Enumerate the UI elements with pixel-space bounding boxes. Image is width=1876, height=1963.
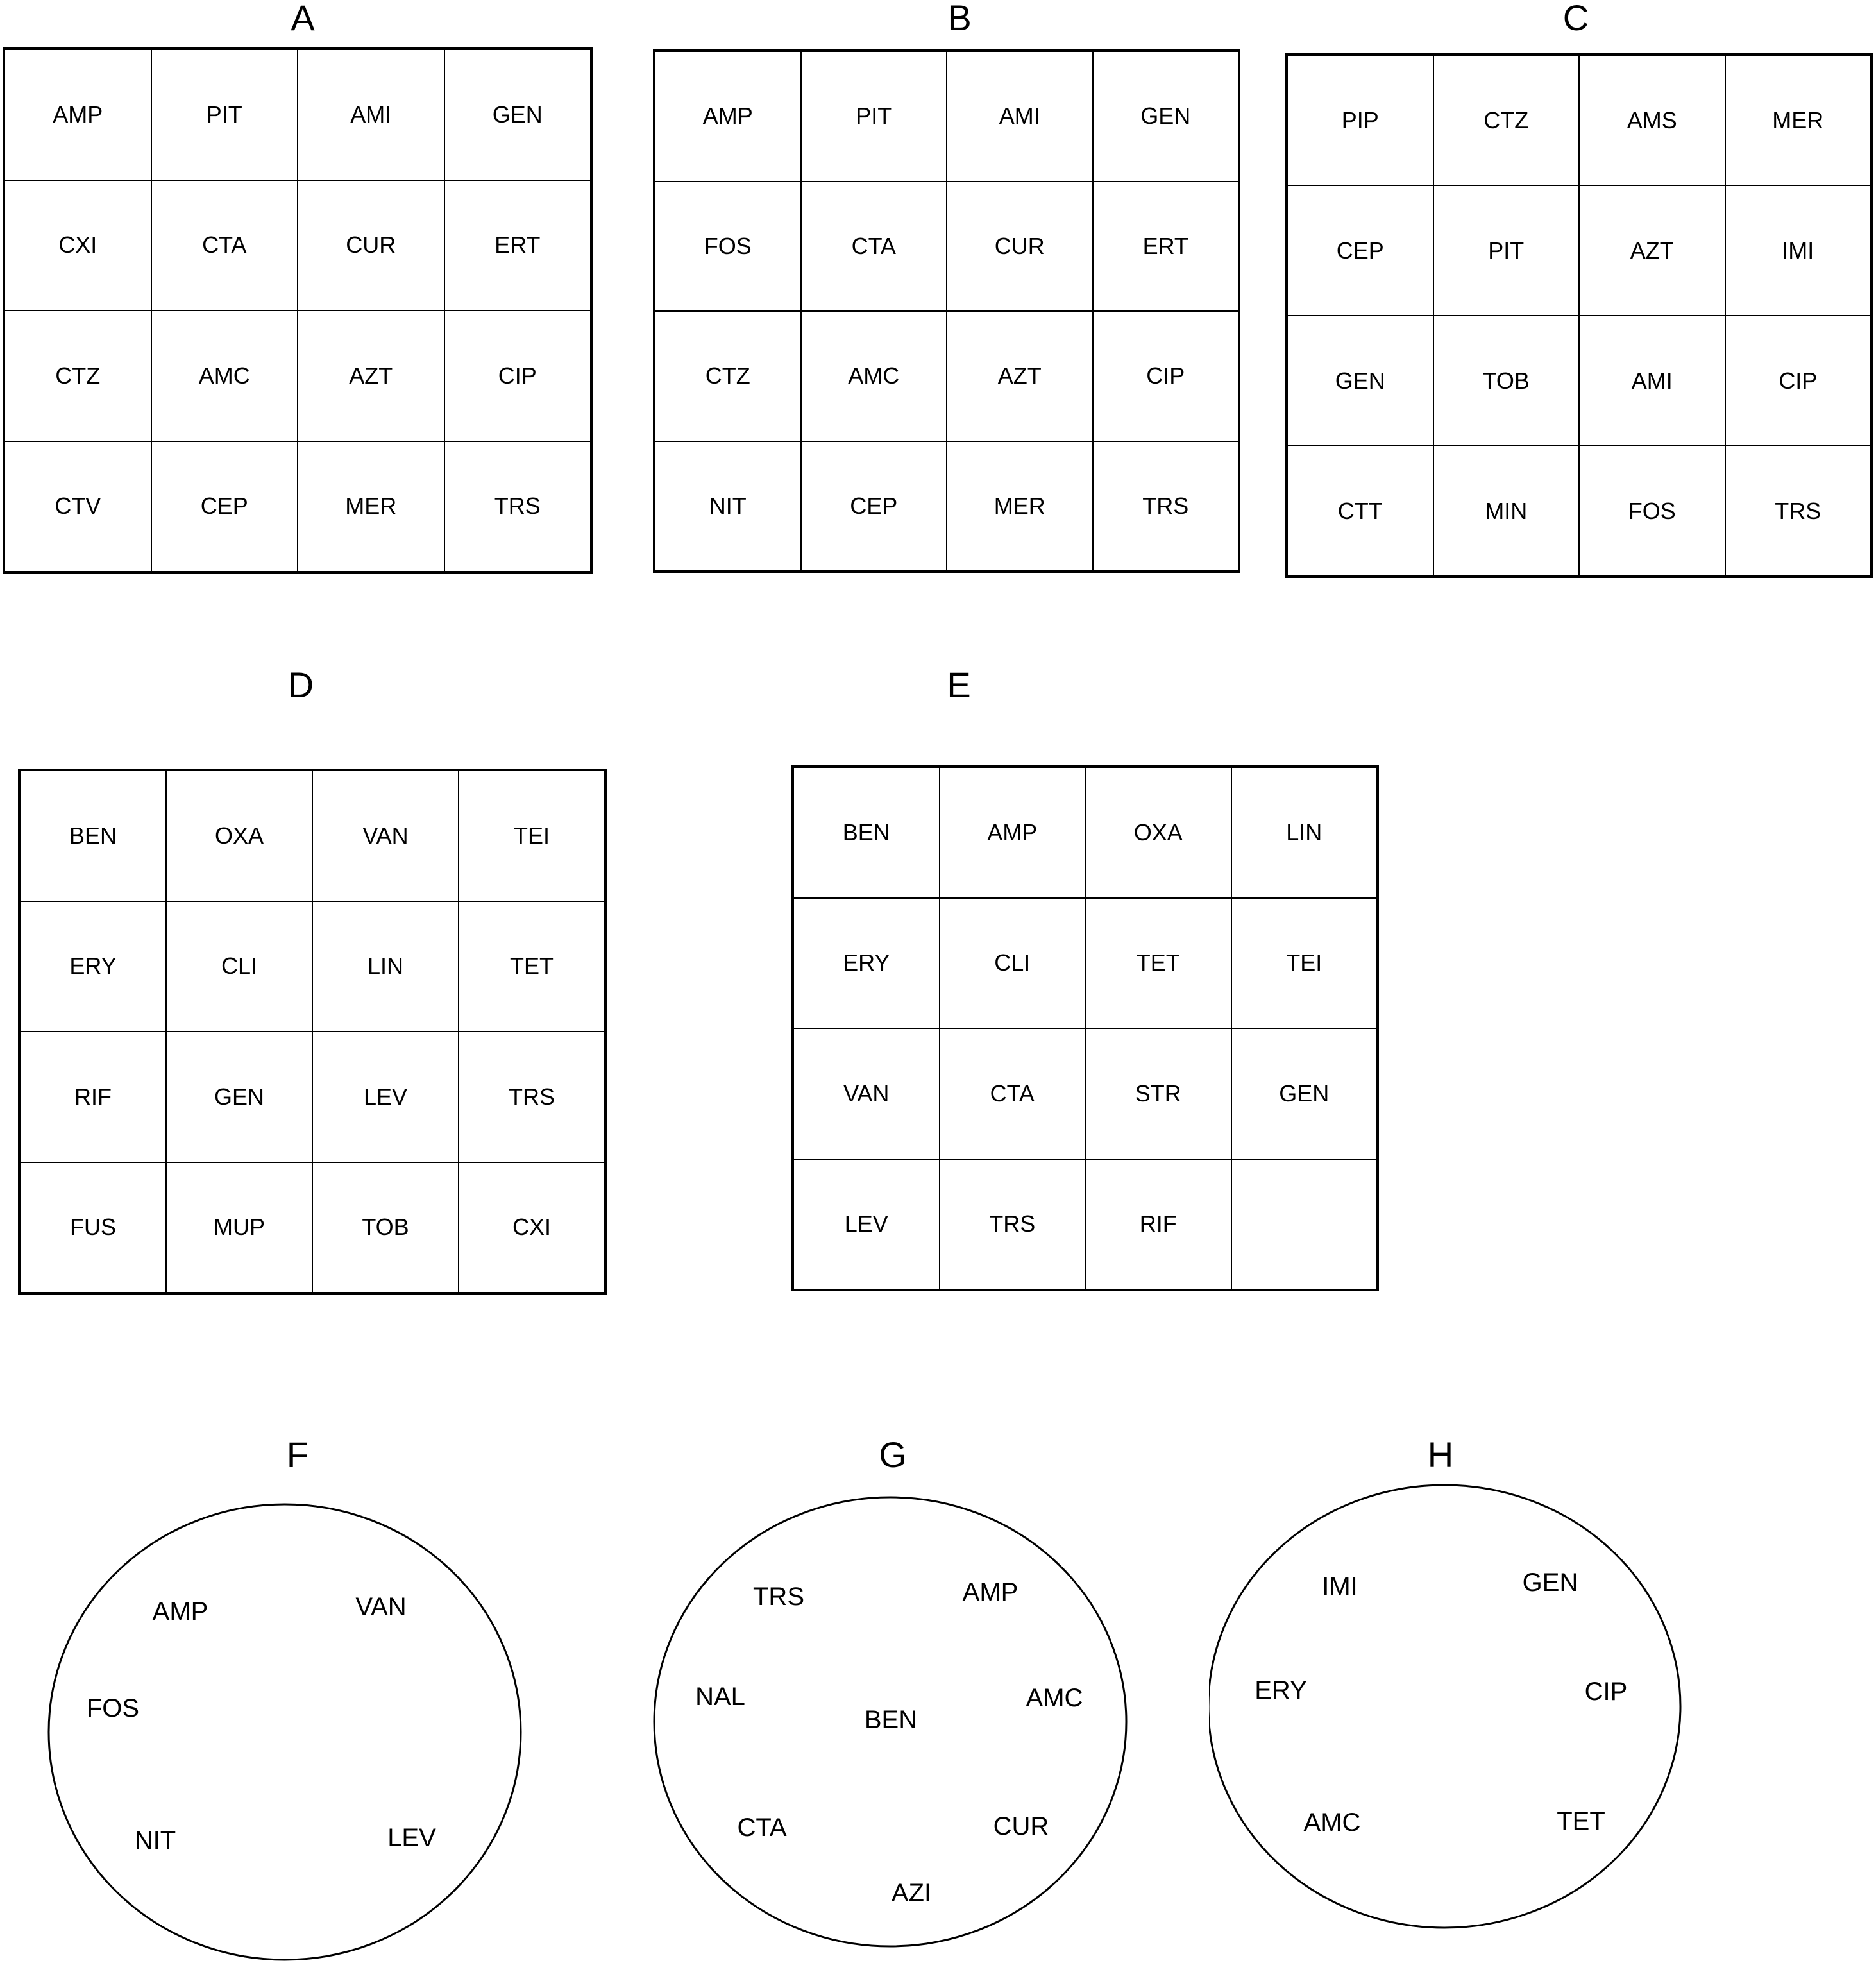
grid-cell: CXI	[4, 180, 151, 311]
disc-label: VAN	[355, 1593, 407, 1621]
grid-cell: TET	[459, 901, 605, 1032]
grid-cell: ERY	[20, 901, 166, 1032]
disc-label: NAL	[695, 1683, 745, 1711]
grid-cell: OXA	[1085, 767, 1231, 898]
grid-cell: AMI	[1579, 316, 1725, 446]
disc-label: GEN	[1522, 1568, 1578, 1597]
grid-cell: LIN	[1231, 767, 1378, 898]
panel-label-f: F	[286, 1434, 309, 1475]
grid-cell: NIT	[655, 441, 801, 572]
disc-label: CUR	[993, 1812, 1049, 1840]
disc-label: AMC	[1026, 1684, 1083, 1712]
grid-cell: CTA	[151, 180, 298, 311]
panel-label-g: G	[879, 1434, 907, 1475]
grid-cell: PIT	[801, 51, 947, 182]
grid-cell: CTA	[801, 182, 947, 312]
grid-cell: CTA	[940, 1028, 1086, 1159]
grid-cell: CIP	[1093, 311, 1239, 441]
plate-h	[1209, 1475, 1696, 1937]
grid-cell: AMP	[655, 51, 801, 182]
grid-cell: FUS	[20, 1162, 166, 1293]
panel-label-e: E	[947, 665, 971, 705]
grid-cell: TET	[1085, 898, 1231, 1029]
grid-cell: ERT	[444, 180, 591, 311]
grid-cell: AMS	[1579, 55, 1725, 185]
disc-label: CIP	[1584, 1678, 1628, 1706]
grid-cell: MUP	[166, 1162, 312, 1293]
grid-cell: CTT	[1287, 446, 1433, 576]
grid-cell: LEV	[312, 1032, 459, 1162]
disc-label: LEV	[387, 1824, 436, 1852]
grid-cell: GEN	[1093, 51, 1239, 182]
grid-cell: PIT	[151, 49, 298, 180]
grid-cell: CTZ	[655, 311, 801, 441]
grid-cell: AMC	[801, 311, 947, 441]
grid-cell: CUR	[298, 180, 444, 311]
disc-label: AMP	[152, 1597, 208, 1626]
disc-label: CTA	[737, 1814, 787, 1842]
plate-g	[648, 1495, 1135, 1957]
panel-label-b: B	[947, 0, 972, 38]
antibiotic-grid-b	[653, 49, 1240, 573]
grid-cell: TEI	[459, 770, 605, 901]
grid-cell	[1231, 1159, 1378, 1290]
grid-cell: CLI	[940, 898, 1086, 1029]
grid-cell: PIP	[1287, 55, 1433, 185]
grid-cell: AMI	[947, 51, 1093, 182]
plate-f-outline	[49, 1504, 521, 1960]
disc-label: FOS	[86, 1694, 140, 1722]
grid-cell: STR	[1085, 1028, 1231, 1159]
disc-label: IMI	[1322, 1572, 1358, 1601]
grid-cell: GEN	[1287, 316, 1433, 446]
grid-cell: FOS	[655, 182, 801, 312]
grid-cell: ERY	[793, 898, 940, 1029]
grid-cell: MER	[298, 441, 444, 572]
grid-cell: CTZ	[4, 310, 151, 441]
grid-cell: GEN	[166, 1032, 312, 1162]
grid-cell: RIF	[20, 1032, 166, 1162]
grid-cell: RIF	[1085, 1159, 1231, 1290]
panel-label-d: D	[287, 665, 314, 705]
grid-cell: MER	[1725, 55, 1872, 185]
grid-cell: TEI	[1231, 898, 1378, 1029]
grid-cell: TOB	[312, 1162, 459, 1293]
grid-cell: TRS	[940, 1159, 1086, 1290]
grid-cell: LEV	[793, 1159, 940, 1290]
grid-cell: IMI	[1725, 185, 1872, 316]
grid-cell: CEP	[1287, 185, 1433, 316]
grid-cell: TRS	[459, 1032, 605, 1162]
grid-cell: CTZ	[1433, 55, 1580, 185]
grid-cell: PIT	[1433, 185, 1580, 316]
grid-cell: VAN	[793, 1028, 940, 1159]
grid-cell: AMI	[298, 49, 444, 180]
grid-cell: CIP	[444, 310, 591, 441]
panel-label-c: C	[1562, 0, 1589, 38]
grid-cell: LIN	[312, 901, 459, 1032]
grid-cell: AZT	[298, 310, 444, 441]
grid-cell: AMP	[940, 767, 1086, 898]
grid-cell: AMC	[151, 310, 298, 441]
grid-cell: TRS	[1725, 446, 1872, 576]
grid-cell: TOB	[1433, 316, 1580, 446]
antibiotic-grid-c	[1285, 53, 1873, 578]
grid-cell: TRS	[1093, 441, 1239, 572]
antibiotic-grid-e	[791, 765, 1379, 1291]
grid-cell: CUR	[947, 182, 1093, 312]
grid-cell: ERT	[1093, 182, 1239, 312]
grid-cell: MER	[947, 441, 1093, 572]
grid-cell: FOS	[1579, 446, 1725, 576]
grid-cell: CIP	[1725, 316, 1872, 446]
grid-cell: CEP	[151, 441, 298, 572]
plate-h-outline	[1209, 1485, 1680, 1928]
grid-cell: TRS	[444, 441, 591, 572]
disc-label: AMC	[1303, 1808, 1361, 1837]
grid-cell: CTV	[4, 441, 151, 572]
grid-cell: AMP	[4, 49, 151, 180]
panel-label-h: H	[1427, 1434, 1454, 1475]
grid-cell: AZT	[1579, 185, 1725, 316]
disc-label: AMP	[962, 1578, 1018, 1606]
grid-cell: MIN	[1433, 446, 1580, 576]
disc-label: NIT	[134, 1826, 176, 1855]
grid-cell: GEN	[444, 49, 591, 180]
grid-cell: AZT	[947, 311, 1093, 441]
grid-cell: CLI	[166, 901, 312, 1032]
disc-label: AZI	[891, 1879, 932, 1907]
grid-cell: BEN	[20, 770, 166, 901]
grid-cell: OXA	[166, 770, 312, 901]
disc-label: TET	[1557, 1807, 1605, 1835]
disc-label: BEN	[864, 1706, 918, 1734]
grid-cell: GEN	[1231, 1028, 1378, 1159]
disc-label: TRS	[753, 1583, 804, 1611]
panel-label-a: A	[291, 0, 315, 38]
grid-cell: BEN	[793, 767, 940, 898]
grid-cell: VAN	[312, 770, 459, 901]
plate-f	[38, 1501, 526, 1963]
antibiotic-grid-d	[18, 769, 607, 1295]
antibiotic-grid-a	[3, 47, 593, 574]
grid-cell: CEP	[801, 441, 947, 572]
disc-label: ERY	[1255, 1676, 1307, 1704]
grid-cell: CXI	[459, 1162, 605, 1293]
